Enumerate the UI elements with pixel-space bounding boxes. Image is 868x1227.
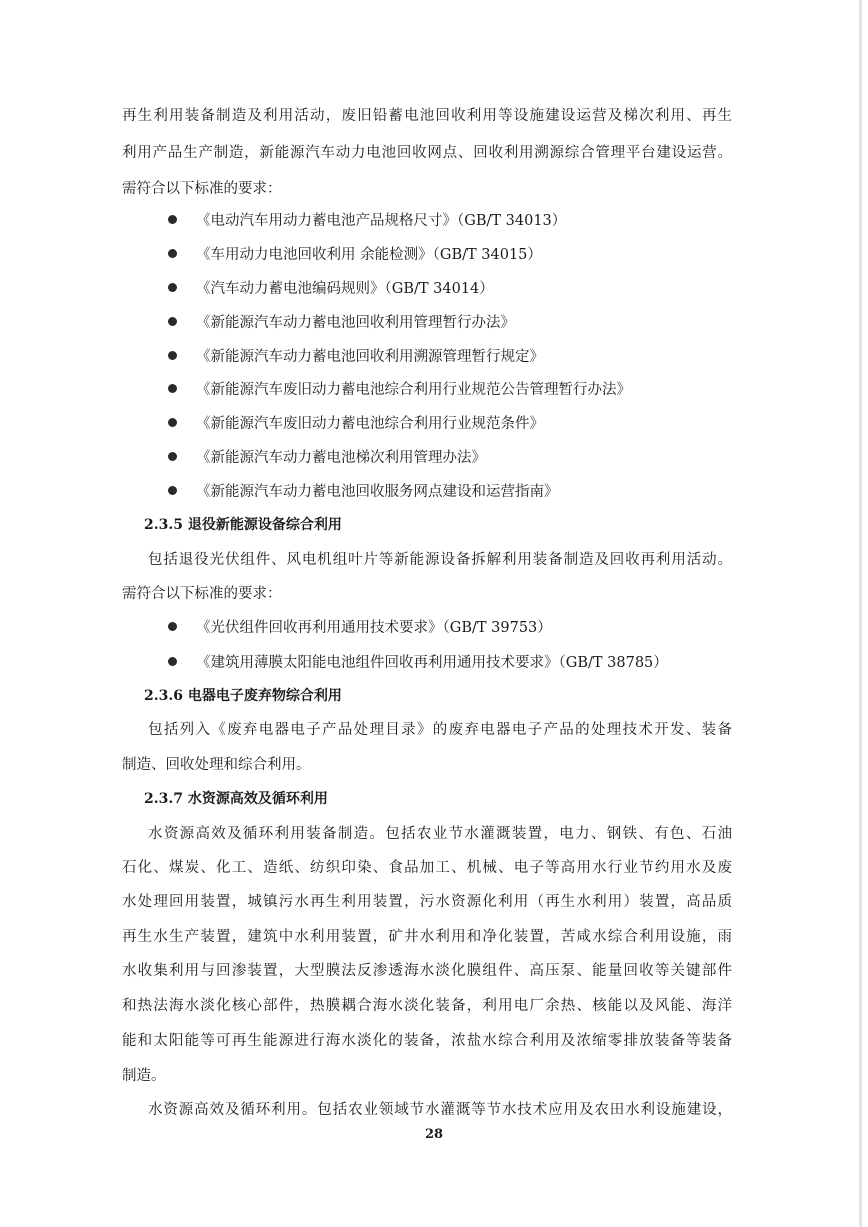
standard-name: 《新能源汽车动力蓄电池回收服务网点建设和运营指南》 — [196, 484, 559, 500]
standard-name: 《光伏组件回收再利用通用技术要求》（GB/T 39753） — [196, 620, 552, 636]
standard-name: 《建筑用薄膜太阳能电池组件回收再利用通用技术要求》（GB/T 38785） — [196, 655, 668, 671]
standard-name: 《新能源汽车动力蓄电池梯次利用管理办法》 — [196, 450, 486, 466]
standard-name: 《新能源汽车动力蓄电池回收利用溯源管理暂行规定》 — [196, 349, 544, 365]
standard-name: 《车用动力电池回收利用 余能检测》（GB/T 34015） — [196, 247, 542, 263]
paragraph-line: 石化、煤炭、化工、造纸、纺织印染、食品加工、机械、电子等高用水行业节约用水及废 — [122, 860, 732, 876]
bullet-icon — [168, 452, 177, 461]
bullet-icon — [168, 384, 177, 393]
bullet-icon — [168, 283, 177, 292]
bullet-icon — [168, 249, 177, 258]
bullet-icon — [168, 317, 177, 326]
intro-line-1: 再生利用装备制造及利用活动，废旧铅蓄电池回收利用等设施建设运营及梯次利用、再生 — [122, 108, 732, 124]
section-heading-2-3-7: 2.3.7 水资源高效及循环利用 — [144, 791, 328, 807]
page-edge-shadow — [859, 0, 862, 1227]
paragraph-line: 制造。 — [122, 1068, 166, 1084]
paragraph-line: 水收集利用与回渗装置，大型膜法反渗透海水淡化膜组件、高压泵、能量回收等关键部件 — [122, 963, 732, 979]
bullet-icon — [168, 351, 177, 360]
page-number: 28 — [424, 1127, 444, 1142]
intro-line-3: 需符合以下标准的要求： — [122, 181, 282, 197]
section-heading-2-3-5: 2.3.5 退役新能源设备综合利用 — [144, 517, 342, 533]
paragraph-line: 再生水生产装置，建筑中水利用装置，矿井水利用和净化装置，苦咸水综合利用设施，雨 — [122, 929, 732, 945]
paragraph-line: 和热法海水淡化核心部件，热膜耦合海水淡化装备，利用电厂余热、核能以及风能、海洋 — [122, 998, 732, 1014]
standard-name: 《汽车动力蓄电池编码规则》（GB/T 34014） — [196, 281, 494, 297]
section-heading-2-3-6: 2.3.6 电器电子废弃物综合利用 — [144, 688, 342, 704]
paragraph-line: 需符合以下标准的要求： — [122, 586, 282, 602]
bullet-icon — [168, 215, 177, 224]
paragraph-line: 包括退役光伏组件、风电机组叶片等新能源设备拆解利用装备制造及回收再利用活动。 — [148, 552, 732, 568]
paragraph-line: 包括列入《废弃电器电子产品处理目录》的废弃电器电子产品的处理技术开发、装备 — [148, 722, 732, 738]
paragraph-line: 制造、回收处理和综合利用。 — [122, 757, 311, 773]
intro-line-2: 利用产品生产制造，新能源汽车动力电池回收网点、回收利用溯源综合管理平台建设运营。 — [122, 145, 732, 161]
paragraph-line: 水处理回用装置，城镇污水再生利用装置，污水资源化利用（再生水利用）装置，高品质 — [122, 894, 732, 910]
standard-name: 《新能源汽车废旧动力蓄电池综合利用行业规范条件》 — [196, 416, 544, 432]
bullet-icon — [168, 622, 177, 631]
standard-name: 《新能源汽车动力蓄电池回收利用管理暂行办法》 — [196, 315, 515, 331]
paragraph-line: 能和太阳能等可再生能源进行海水淡化的装备，浓盐水综合利用及浓缩零排放装备等装备 — [122, 1033, 732, 1049]
paragraph-line: 水资源高效及循环利用装备制造。包括农业节水灌溉装置，电力、钢铁、有色、石油 — [148, 826, 732, 842]
bullet-icon — [168, 418, 177, 427]
paragraph-line: 水资源高效及循环利用。包括农业领域节水灌溉等节水技术应用及农田水利设施建设， — [148, 1102, 732, 1118]
bullet-icon — [168, 657, 177, 666]
standard-name: 《电动汽车用动力蓄电池产品规格尺寸》（GB/T 34013） — [196, 213, 567, 229]
bullet-icon — [168, 486, 177, 495]
standard-name: 《新能源汽车废旧动力蓄电池综合利用行业规范公告管理暂行办法》 — [196, 382, 631, 398]
